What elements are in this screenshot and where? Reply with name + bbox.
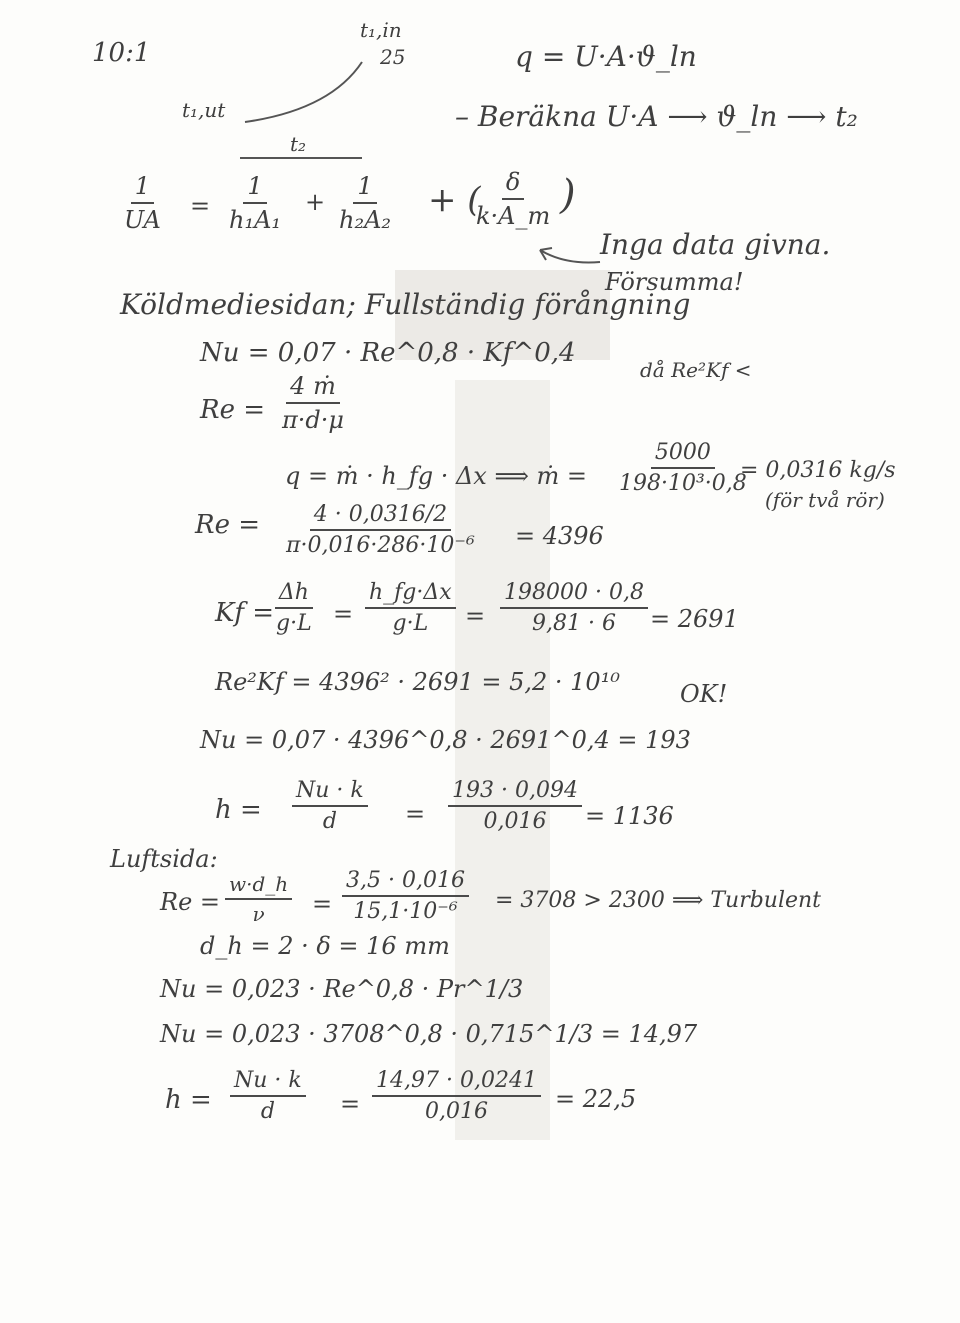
nu-calc: Nu = 0,07 · 4396^0,8 · 2691^0,4 = 193 bbox=[200, 726, 691, 754]
t-in-label: t₁,in bbox=[360, 18, 402, 42]
re-air-fraction-2: $\frac{3,5 \cdot 0,016}{\text{15,1·10⁻⁶}}$ bbox=[342, 868, 469, 924]
ua-term3-fraction: $\frac{\delta}{k\cdot A\_m}$ bbox=[476, 168, 551, 230]
kf-result: = 2691 bbox=[650, 605, 739, 633]
kf-fraction-2: $\frac{h\_fg\cdot\Delta x}{g\cdot L}$ bbox=[365, 580, 456, 636]
two-tubes-note: (för två rör) bbox=[765, 488, 885, 512]
nu-correlation: Nu = 0,07 · Re^0,8 · Kf^0,4 bbox=[200, 338, 576, 368]
pointer-arrow bbox=[540, 250, 600, 263]
validity-condition: då Re²Kf < bbox=[640, 358, 752, 382]
re-def-lhs: Re = bbox=[200, 395, 266, 425]
re-def-fraction: $\frac{\text{4 ṁ}}{\pi\cdot d\cdot\mu}$ bbox=[282, 372, 344, 434]
h1-equals: = bbox=[405, 800, 426, 828]
re2kf-check: Re²Kf = 4396² · 2691 = 5,2 · 10¹⁰ bbox=[215, 668, 620, 696]
h1-result: = 1136 bbox=[585, 802, 674, 830]
mass-flow-result: = 0,0316 kg/s bbox=[740, 458, 896, 483]
kf-fraction-1: $\frac{\Delta h}{g\cdot L}$ bbox=[276, 580, 312, 636]
heat-flow-equation: q = U·A·ϑ_ln bbox=[515, 40, 697, 73]
ua-term1-fraction: $\frac{1}{\text{h₁A₁}}$ bbox=[229, 172, 282, 234]
h2-equals: = bbox=[340, 1090, 361, 1118]
re-air-fraction-1: $\frac{w\cdot d\_h}{\nu}$ bbox=[225, 872, 292, 926]
hydraulic-diameter: d_h = 2 · δ = 16 mm bbox=[200, 932, 450, 960]
h1-fraction-1: $\frac{Nu \cdot k}{d}$ bbox=[292, 778, 368, 834]
nu-air-correlation: Nu = 0,023 · Re^0,8 · Pr^1/3 bbox=[160, 975, 524, 1003]
no-data-note: Inga data givna. bbox=[600, 228, 831, 261]
h2-fraction-2: $\frac{14,97 \cdot 0,0241}{0,016}$ bbox=[372, 1068, 541, 1124]
ua-plus-paren: + ( bbox=[428, 180, 481, 220]
ua-close-paren: ) bbox=[560, 172, 576, 218]
kf-equals-2: = bbox=[465, 602, 486, 630]
ua-equals: = bbox=[190, 192, 211, 220]
re-calc-lhs: Re = bbox=[195, 510, 261, 540]
re-air-lhs: Re = bbox=[160, 888, 221, 916]
mass-flow-fraction: $\frac{5000}{\text{198·10³·0,8}}$ bbox=[619, 440, 747, 496]
re-air-result: = 3708 > 2300 ⟹ Turbulent bbox=[495, 888, 822, 913]
ua-lhs-fraction: $\frac{1}{UA}$ bbox=[124, 172, 161, 234]
ua-term2-fraction: $\frac{1}{\text{h₂A₂}}$ bbox=[339, 172, 392, 234]
h1-fraction-2: $\frac{193 \cdot 0,094}{0,016}$ bbox=[448, 778, 582, 834]
t-in-value: 25 bbox=[380, 45, 406, 69]
kf-lhs: Kf = bbox=[215, 598, 275, 628]
t-out-label: t₁,ut bbox=[182, 98, 226, 122]
mass-flow-lhs: q = ṁ · h_fg · Δx ⟹ ṁ = bbox=[285, 462, 587, 490]
air-side-heading: Luftsida: bbox=[110, 845, 218, 873]
ok-note: OK! bbox=[680, 680, 728, 708]
re-calc-fraction: $\frac{4 \cdot 0,0316/2}{\text{π·0,016·286·10⁻⁶}}$ bbox=[286, 502, 475, 558]
neglect-note: Försumma! bbox=[605, 268, 744, 296]
nu-air-calc: Nu = 0,023 · 3708^0,8 · 0,715^1/3 = 14,97 bbox=[160, 1020, 698, 1048]
calculate-plan: – Beräkna U·A ⟶ ϑ_ln ⟶ t₂ bbox=[455, 100, 858, 133]
kf-fraction-3: $\frac{198000 \cdot 0,8}{9,81 \cdot 6}$ bbox=[500, 580, 648, 636]
re-air-equals: = bbox=[312, 890, 333, 918]
t2-label: t₂ bbox=[290, 132, 307, 156]
h1-lhs: h = bbox=[215, 795, 262, 825]
temperature-curve bbox=[245, 62, 362, 122]
ua-plus: + bbox=[305, 188, 326, 216]
kf-equals-1: = bbox=[333, 600, 354, 628]
re-calc-result: = 4396 bbox=[515, 522, 604, 550]
refrigerant-heading: Köldmediesidan; Fullständig förångning bbox=[120, 288, 691, 321]
h2-lhs: h = bbox=[165, 1085, 212, 1115]
h2-result: = 22,5 bbox=[555, 1085, 637, 1113]
h2-fraction-1: $\frac{Nu \cdot k}{d}$ bbox=[230, 1068, 306, 1124]
page-number: 10:1 bbox=[92, 38, 151, 68]
